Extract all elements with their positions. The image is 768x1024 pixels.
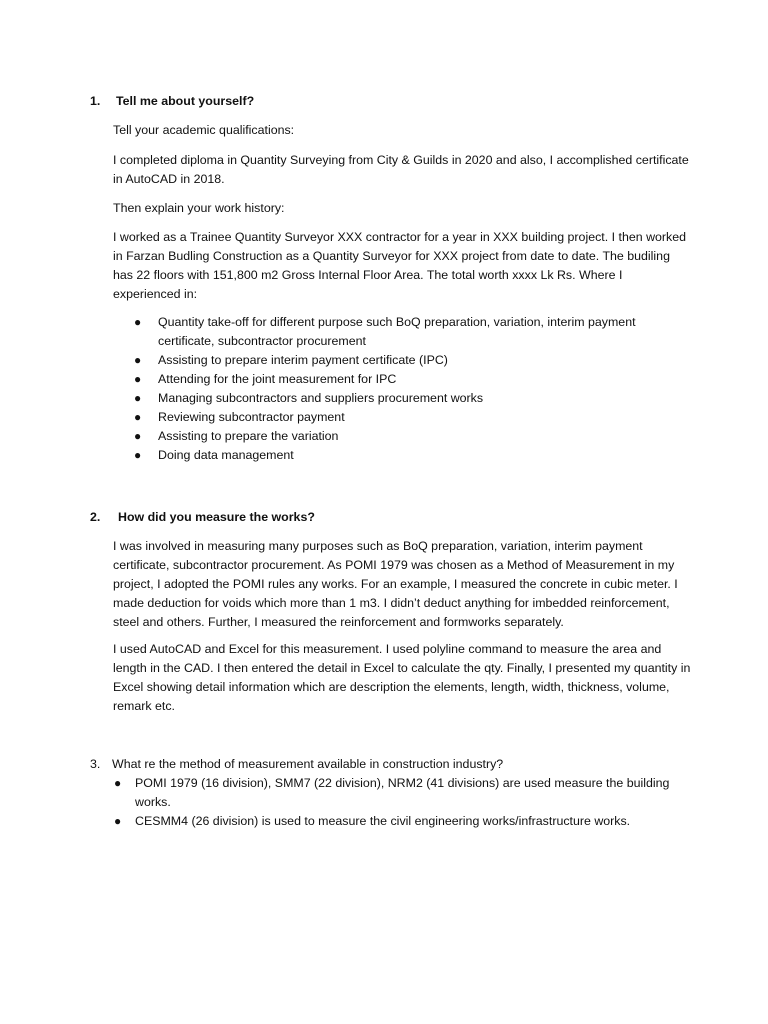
bullet-icon: ● — [134, 448, 142, 462]
q1-paragraph-academic-prompt: Tell your academic qualifications: — [113, 123, 295, 137]
q2-paragraph-measuring: I was involved in measuring many purposes such as BoQ preparation, variation, interim payment certificate, subcontractor procurement. As POMI 1979 was chosen as a Method of Measurement in my project, I adopted the POMI rules any works. For an example, I measured the concrete in cubic meter. I made deduction for voids which more than 1 m3. I didn’t deduct anything for imbedded reinforcement, steel and others. Further, I measured the reinforcement and formworks separately. — [113, 539, 678, 629]
question-2-title: How did you measure the works? — [118, 510, 315, 524]
list-item: ● Reviewing subcontractor payment — [158, 408, 688, 427]
bullet-icon: ● — [134, 353, 142, 367]
list-item: ● Doing data management — [158, 446, 688, 465]
q1-paragraph-work-history-prompt: Then explain your work history: — [113, 201, 285, 215]
list-item: ● Assisting to prepare interim payment certificate (IPC) — [158, 351, 688, 370]
bullet-icon: ● — [134, 410, 142, 424]
question-2-number: 2. — [90, 510, 101, 524]
q1-paragraph-work-history: I worked as a Trainee Quantity Surveyor XXX contractor for a year in XXX building project. I then worked in Farzan Budling Construction as a Quantity Surveyor for XXX project from date to date. The budiling has 22 floors with 151,800 m2 Gross Internal Floor Area. The total worth xxxx Lk Rs. Where I experienced in: — [113, 230, 687, 301]
q2-paragraph-tools: I used AutoCAD and Excel for this measurement. I used polyline command to measure the area and length in the CAD. I then entered the detail in Excel to calculate the qty. Finally, I presented my quantity in Excel showing detail information which are description the elements, length, width, thickness, volume, remark etc. — [113, 642, 691, 713]
list-item: ● CESMM4 (26 division) is used to measure the civil engineering works/infrastructure works. — [135, 812, 690, 831]
question-1-heading — [90, 92, 254, 111]
bullet-icon: ● — [114, 814, 122, 828]
bullet-icon: ● — [134, 372, 142, 386]
list-item: ● Attending for the joint measurement for IPC — [158, 370, 688, 389]
bullet-icon: ● — [134, 429, 142, 443]
bullet-icon: ● — [114, 776, 122, 790]
bullet-icon: ● — [134, 391, 142, 405]
question-1-title: Tell me about yourself? — [116, 94, 255, 108]
question-1-number: 1. — [90, 94, 101, 108]
list-item: ● POMI 1979 (16 division), SMM7 (22 division), NRM2 (41 divisions) are used measure the building works. — [114, 776, 670, 809]
q1-paragraph-diploma: I completed diploma in Quantity Surveying from City & Guilds in 2020 and also, I accomplished certificate in AutoCAD in 2018. — [113, 153, 689, 186]
list-item: ● Quantity take-off for different purpose such BoQ preparation, variation, interim payment certificate, subcontractor procurement — [134, 315, 636, 348]
question-3-number: 3. — [90, 757, 101, 771]
list-item: ● Managing subcontractors and suppliers procurement works — [158, 389, 688, 408]
bullet-icon: ● — [134, 315, 142, 329]
question-2-heading — [90, 508, 315, 527]
list-item: ● Assisting to prepare the variation — [158, 427, 688, 446]
question-3-heading — [90, 755, 503, 774]
question-3-title: What re the method of measurement available in construction industry? — [112, 757, 504, 771]
q3-methods-list — [114, 774, 690, 831]
q1-experience-list — [134, 313, 688, 465]
